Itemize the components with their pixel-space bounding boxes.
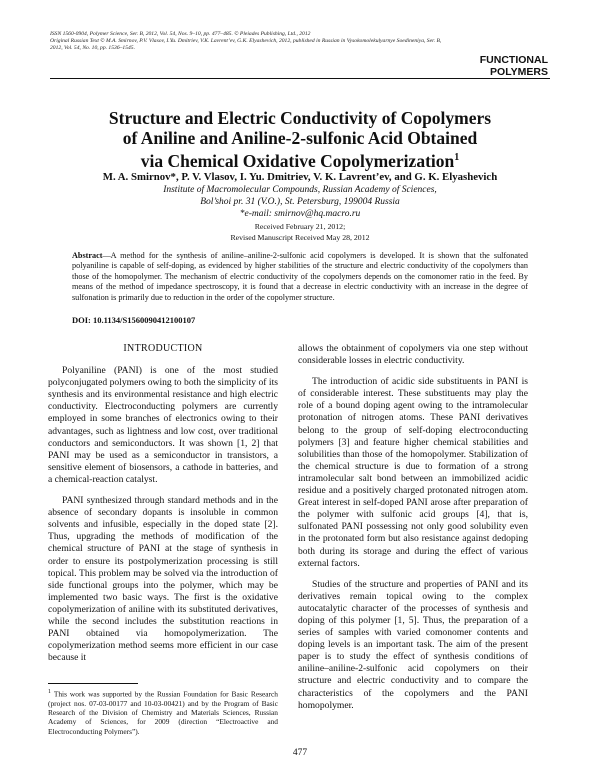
footnote-divider	[48, 683, 138, 684]
title-line-3-text: via Chemical Oxidative Copolymerization	[140, 150, 455, 171]
paragraph: PANI synthesized through standard methods and in the absence of secondary dopants is insoluble in common solvents and infusible, especially in the doped state [2]. Thus, upgrading the methods of modification of the chemical structure of PANI at the stage of synthesis in order to ensure its postpolymerization processing is still topical. This problem may be solved via the introduction of side functional groups into the polymer, which may be implemented two basic ways. The first is the oxidative copolymerization of aniline with its substituted derivatives, while the second includes the substitution reactions in PANI obtained via homopolymerization. The copolymerization method seems more efficient in our case because it	[48, 495, 278, 664]
right-column	[298, 343, 528, 721]
article-title	[50, 108, 550, 171]
journal-header-line-2: Original Russian Text © M.A. Smirnov, P.V. Vlasov, I.Yu. Dmitriev, V.K. Lavrent’ev, G.K. Elyashevich, 2012, published in Russian in Vysokomolekulyarnye Soedineniya, Ser. B,	[50, 38, 442, 45]
journal-header	[50, 31, 550, 53]
manuscript-dates	[50, 221, 550, 243]
footnote-mark: 1	[48, 689, 51, 695]
abstract	[72, 251, 528, 303]
section-label-line-2: POLYMERS	[490, 66, 548, 78]
paragraph: Studies of the structure and properties of PANI and its derivatives remain topical owing to the complex autocatalytic character of the processes of synthesis and doping of this polymer [1, 5]. Thus, the preparation of a series of samples with varied comonomer contents and doping levels is an important task. The aim of the present paper is to study the effect of synthesis conditions of aniline–aniline-2-sulfonic acid copolymers on their structure and electric conductivity and to compare the characteristics of the copolymers and the PANI homopolymer.	[298, 578, 528, 711]
doi: DOI: 10.1134/S1560090412100107	[72, 315, 196, 325]
paragraph: The introduction of acidic side substituents in PANI is of considerable interest. These substituents may play the role of a bound doping agent owing to the intramolecular protonation of nitrogen atoms. These PANI derivatives belong to the group of self-doping electroconducting polymers [3] and feature higher chemical stabilities and solubilities than those of the homopolymer. Stabilization of the chemical structure is due to formation of a strong intramolecular salt bond between an immobilized acidic residue and a positively charged protonated nitrogen atom. Great interest in self-doped PANI arose after preparation of the polymer with sulfonic acid groups [4], that is, sulfonated PANI possessing not only good solubility even in the protonated form but also resistance against dedoping both during its storage and during the effect of various external factors.	[298, 376, 528, 569]
affiliation-line-2: Bol’shoi pr. 31 (V.O.), St. Petersburg, 199004 Russia	[200, 197, 400, 207]
footnote	[48, 688, 278, 736]
affiliation	[50, 184, 550, 220]
title-footnote-mark: 1	[454, 152, 460, 163]
journal-header-line-1: ISSN 1560-0904, Polymer Science, Ser. B, 2012, Vol. 54, Nos. 9–10, pp. 477–485. © Pleiades Publishing, Ltd., 2012	[50, 31, 311, 37]
section-heading-introduction: INTRODUCTION	[123, 343, 203, 354]
section-divider	[50, 78, 550, 79]
affiliation-line-1: Institute of Macromolecular Compounds, Russian Academy of Sciences,	[163, 185, 437, 195]
journal-header-line-3: 2012, Vol. 54, No. 10, pp. 1536–1545.	[50, 45, 135, 52]
left-column	[48, 343, 278, 673]
paragraph: allows the obtainment of copolymers via one step without considerable losses in electric conductivity.	[298, 343, 528, 367]
title-line-3	[50, 148, 550, 171]
abstract-text: —A method for the synthesis of aniline–aniline-2-sulfonic acid copolymers is developed. It is shown that the sulfonated polyaniline is capable of self-doping, as evidenced by higher stabilities of the structure and electric conductivity of the copolymers than those of the homopolymer. The mechanism of electric conductivity of the copolymers depends on the comonomer ratio in the feed. By means of the method of impedance spectroscopy, it is found that a decrease in electric conductivity with an increase in the degree of sulfonation is primarily due to reduction in the order of the copolymer structure.	[72, 251, 528, 302]
footnote-text: This work was supported by the Russian Foundation for Basic Research (project nos. 07-03-00177 and 10-03-00421) and by the Program of Basic Research of the Division of Chemistry and Materials Sciences, Russian Academy of Sciences, for 2009 (direction “Electroactive and Electroconducting Polymers”).	[48, 689, 278, 736]
received-date: Received February 21, 2012;	[254, 222, 346, 231]
paragraph: Polyaniline (PANI) is one of the most studied polyconjugated polymers owing to both the simplicity of its synthesis and its environmental resistance and high electric conductivity. Electroconducting polymers are currently employed in some branches of electronics owing to their advantages, such as lightness and low cost, over traditional conductors and semiconductors. It was shown [1, 2] that PANI may be used as a semiconductor in transistors, a sensitive element of biosensors, a cathode in batteries, and a chemical-reaction catalyst.	[48, 365, 278, 485]
title-line-1: Structure and Electric Conductivity of Copolymers	[108, 108, 492, 128]
section-label-line-1: FUNCTIONAL	[479, 54, 548, 66]
authors: M. A. Smirnov*, P. V. Vlasov, I. Yu. Dmitriev, V. K. Lavrent’ev, and G. K. Elyashevich	[102, 171, 498, 183]
page-number: 477	[292, 748, 308, 758]
section-label	[480, 54, 548, 78]
abstract-label: Abstract	[72, 251, 103, 260]
title-line-2: of Aniline and Aniline-2-sulfonic Acid Obtained	[122, 128, 478, 148]
revised-date: Revised Manuscript Received May 28, 2012	[230, 233, 370, 242]
author-email: *e-mail: smirnov@hq.macro.ru	[239, 209, 361, 219]
